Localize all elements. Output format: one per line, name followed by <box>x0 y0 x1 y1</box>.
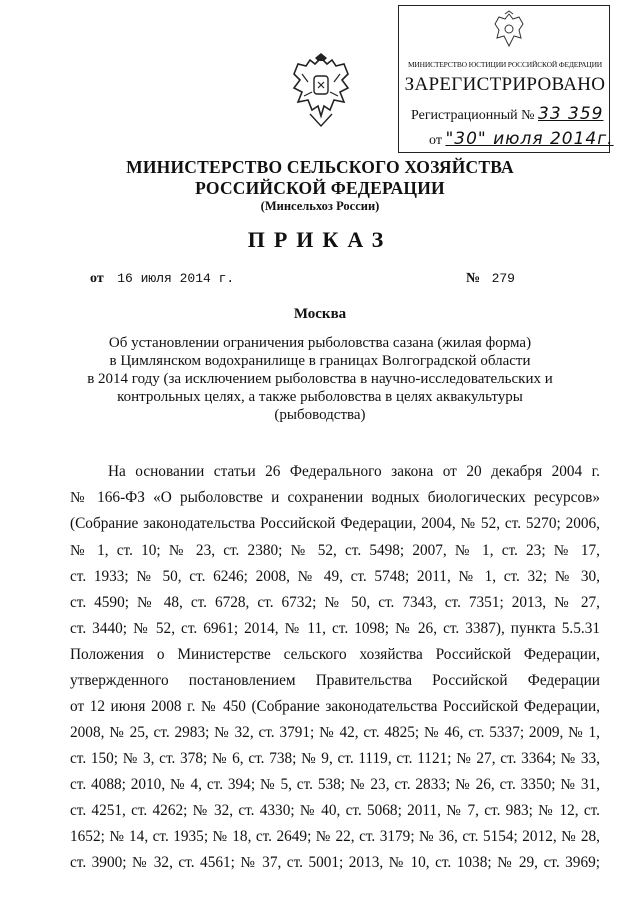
body-line: 1652; № 14, ст. 1935; № 18, ст. 2649; № 22, ст. 3179; № 36, ст. 5154; 2012, № 28, <box>70 828 600 845</box>
subject-line: (рыбоводства) <box>274 407 366 423</box>
stamp-reg-number-label: Регистрационный № <box>411 108 535 123</box>
body-line: Положения о Министерстве сельского хозяйства Российской Федерации, <box>70 646 600 663</box>
stamp-reg-number-value: 33 359 <box>538 104 604 124</box>
ministry-name-line2: РОССИЙСКОЙ ФЕДЕРАЦИИ <box>195 178 445 198</box>
order-number-label: № <box>466 271 481 286</box>
stamp-date-value: "30" июля 2014г. <box>445 129 614 149</box>
body-line: № 1, ст. 10; № 23, ст. 2380; № 52, ст. 5498; 2007, № 1, ст. 23; № 17, <box>70 542 600 559</box>
order-date <box>90 271 234 287</box>
coat-of-arms-icon <box>288 52 354 130</box>
stamp-reg-number-row <box>411 104 603 124</box>
stamp-status: ЗАРЕГИСТРИРОВАНО <box>404 74 606 95</box>
body-line: ст. 3900; № 32, ст. 4561; № 37, ст. 5001; 2013, № 10, ст. 1038; № 29, ст. 3969; <box>70 854 600 871</box>
order-title: ПРИКАЗ <box>247 227 393 252</box>
subject-line: в Цимлянском водохранилище в границах Волгоградской области <box>109 353 531 369</box>
body-line: от 12 июня 2008 г. № 450 (Собрание законодательства Российской Федерации, <box>70 698 600 715</box>
ministry-name-line1: МИНИСТЕРСТВО СЕЛЬСКОГО ХОЗЯЙСТВА <box>126 157 514 177</box>
body-line: ст. 4088; 2010, № 4, ст. 394; № 5, ст. 538; № 23, ст. 2833; № 26, ст. 3350; № 31, <box>70 776 600 793</box>
ministry-short-name: (Минсельхоз России) <box>260 199 380 213</box>
stamp-ministry-line: МИНИСТЕРСТВО ЮСТИЦИИ РОССИЙСКОЙ ФЕДЕРАЦИИ <box>407 60 603 69</box>
body-line: ст. 3440; № 52, ст. 6961; 2014, № 11, ст. 1098; № 26, ст. 3387), пункта 5.5.31 <box>70 620 600 637</box>
body-line: На основании статьи 26 Федерального закона от 20 декабря 2004 г. <box>108 463 600 480</box>
subject-line: контрольных целях, а также рыболовства в целях аквакультуры <box>117 389 523 405</box>
order-number <box>466 271 515 287</box>
stamp-date-row <box>429 129 614 149</box>
body-line: 2008, № 25, ст. 2983; № 32, ст. 3791; № 42, ст. 4825; № 46, ст. 5337; 2009, № 1, <box>70 724 600 741</box>
stamp-emblem-icon <box>491 10 527 52</box>
body-line: ст. 4590; № 48, ст. 6728, ст. 6732; № 50, ст. 7343, ст. 7351; 2013, № 27, <box>70 594 600 611</box>
body-line: (Собрание законодательства Российской Федерации, 2004, № 52, ст. 5270; 2006, <box>70 515 600 532</box>
order-number-value: 279 <box>491 271 515 286</box>
stamp-date-prefix: от <box>429 133 442 148</box>
body-line: ст. 150; № 3, ст. 378; № 6, ст. 738; № 9, ст. 1119, ст. 1121; № 27, ст. 3364; № 33, <box>70 750 600 767</box>
subject-line: в 2014 году (за исключением рыболовства в научно-исследовательских и <box>87 371 553 387</box>
body-line: ст. 4251, ст. 4262; № 32, ст. 4330; № 40, ст. 5068; 2011, № 7, ст. 983; № 12, ст. <box>70 802 600 819</box>
registration-stamp <box>398 5 614 153</box>
order-date-label: от <box>90 271 104 286</box>
city: Москва <box>293 306 347 322</box>
body-line: ст. 1933; № 50, ст. 6246; 2008, № 49, ст. 5748; 2011, № 1, ст. 32; № 30, <box>70 568 600 585</box>
body-line: утвержденного постановлением Правительства Российской Федерации <box>70 672 600 689</box>
order-date-value: 16 июля 2014 г. <box>117 271 235 286</box>
body-line: № 166-ФЗ «О рыболовстве и сохранении водных биологических ресурсов» <box>70 489 600 506</box>
subject-line: Об установлении ограничения рыболовства сазана (жилая форма) <box>108 335 532 351</box>
